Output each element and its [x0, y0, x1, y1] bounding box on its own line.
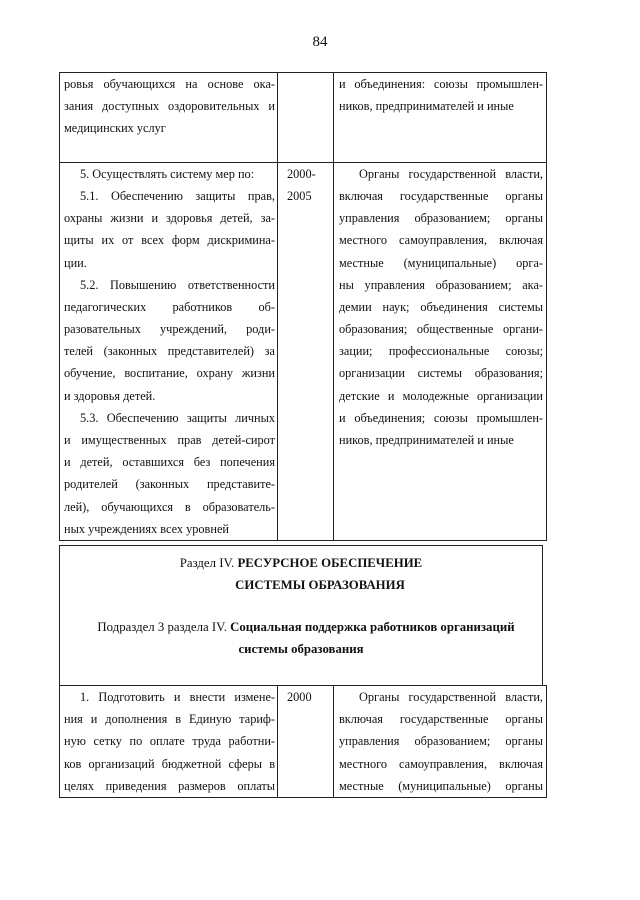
period-line: 2000: [287, 690, 312, 704]
action-line: ную сетку по оплате труда работни-: [64, 734, 275, 749]
executor-line: зации; профессиональные союзы;: [339, 344, 543, 359]
action-line: щиты их от всех форм дискримина-: [64, 233, 275, 248]
executor-line: управления образованием; органы: [339, 211, 543, 226]
action-line: охраны жизни и здоровья детей, за-: [64, 211, 275, 226]
section-title-line2: СИСТЕМЫ ОБРАЗОВАНИЯ: [235, 578, 405, 592]
executor-line: местные (муниципальные) органы: [339, 778, 543, 793]
action-cell: [60, 686, 278, 798]
executor-line: ников, предпринимателей и иные: [339, 433, 514, 447]
period-cell: [278, 162, 334, 540]
section-title-line1: РЕСУРСНОЕ ОБЕСПЕЧЕНИЕ: [237, 556, 423, 570]
table-row-continuation: [60, 73, 547, 163]
action-line: 5.3. Обеспечению защиты личных: [80, 410, 275, 425]
subsection-title-line1: Социальная поддержка работников организаций: [230, 620, 515, 634]
action-line: ния и дополнения в Единую тариф-: [64, 712, 275, 727]
action-line: 5.1. Обеспечению защиты прав,: [80, 188, 275, 203]
section-prefix: Раздел IV.: [179, 556, 235, 570]
period-cell: [278, 73, 334, 163]
executor-line: детские и молодежные организации: [339, 388, 543, 403]
action-line: ции.: [64, 255, 87, 270]
page-number: 84: [312, 34, 328, 50]
executor-line: включая государственные органы: [339, 188, 543, 203]
executor-cell: [334, 162, 547, 540]
executor-line: образования; общественные органи-: [339, 322, 543, 337]
action-line: зания доступных оздоровительных и: [64, 99, 275, 114]
executor-line: ников, предпринимателей и иные: [339, 99, 514, 114]
action-line: ровья обучающихся на основе ока-: [64, 77, 275, 91]
executor-line: и объединения: союзы промышлен-: [339, 77, 543, 91]
executor-line: местного самоуправления, включая: [339, 756, 543, 771]
executor-line: местные (муниципальные) орга-: [339, 255, 543, 270]
action-line: педагогических работников об-: [64, 299, 275, 314]
action-line: разовательных учреждений, роди-: [64, 322, 275, 337]
table-row-1: [60, 686, 547, 798]
action-line: родителей (законных представите-: [64, 477, 275, 492]
period-line: 2005: [287, 188, 312, 203]
executor-line: ны управления образованием; ака-: [339, 277, 543, 292]
action-line: медицинских услуг: [64, 121, 166, 136]
executor-line: управления образованием; органы: [339, 734, 543, 749]
action-line: телей (законных представителей) за: [64, 344, 275, 359]
subsection-title-line2: системы образования: [238, 642, 364, 656]
executor-line: Органы государственной власти,: [359, 690, 543, 704]
table-row-5: [60, 162, 547, 540]
action-line: 5. Осуществлять систему мер по:: [80, 166, 255, 181]
action-line: лей), обучающихся в образователь-: [64, 499, 275, 514]
action-line: 5.2. Повышению ответственности: [80, 277, 275, 292]
action-line: ков организаций бюджетной сферы в: [64, 756, 275, 771]
subsection-title: [60, 620, 542, 635]
action-line: 1. Подготовить и внести измене-: [80, 690, 275, 704]
executor-line: организации системы образования;: [339, 366, 543, 381]
action-cell: [60, 73, 278, 163]
action-line: и детей, оставшихся без попечения: [64, 455, 275, 470]
plan-table-top: [59, 72, 547, 541]
subsection-prefix: Подраздел 3 раздела IV.: [97, 620, 227, 634]
period-cell: [278, 686, 334, 798]
executor-line: местного самоуправления, включая: [339, 233, 543, 248]
action-line: и имущественных прав детей-сирот: [64, 433, 275, 447]
plan-table-bottom: [59, 685, 547, 798]
section-title: [60, 556, 542, 571]
action-line: ных учреждениях всех уровней: [64, 521, 229, 536]
executor-cell: [334, 686, 547, 798]
section-header: [59, 545, 543, 685]
executor-line: демии наук; объединения системы: [339, 299, 543, 314]
executor-line: включая государственные органы: [339, 712, 543, 727]
action-line: и здоровья детей.: [64, 388, 156, 403]
period-line: 2000-: [287, 166, 316, 181]
action-cell: [60, 162, 278, 540]
action-line: обучение, воспитание, охрану жизни: [64, 366, 275, 381]
executor-line: и объединения; союзы промышлен-: [339, 410, 543, 425]
executor-line: Органы государственной власти,: [359, 166, 543, 181]
executor-cell: [334, 73, 547, 163]
action-line: целях приведения размеров оплаты: [64, 778, 275, 793]
